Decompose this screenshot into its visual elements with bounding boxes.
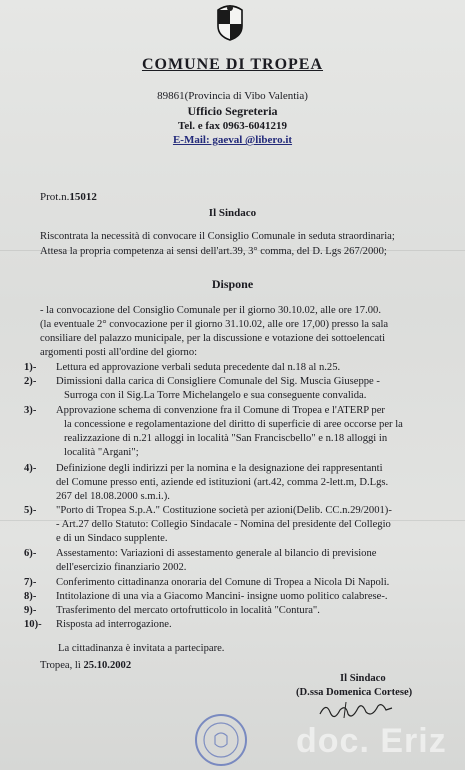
watermark: doc. Eriz [296,722,447,760]
agenda-number: 6)- [24,548,37,559]
agenda-line: località "Argani"; [64,447,139,458]
address: 89861(Provincia di Vibo Valentia) [157,90,308,102]
document-title: Il Sindaco [208,207,257,219]
agenda-line: del Comune presso enti, aziende ed istituzioni (art.42, comma 2-lett.m, D.Lgs. [56,477,389,488]
agenda-line: Assestamento: Variazioni di assestamento generale al bilancio di previsione [56,548,377,559]
agenda-line: Trasferimento del mercato ortofrutticolo in località "Contura". [56,605,320,616]
agenda-line: 267 del 18.08.2000 s.m.i.). [56,491,170,502]
agenda-line: la concessione e regolamentazione del diritto di superficie di aree occorse per la [64,419,403,430]
place-date [40,660,131,671]
place: Tropea, lì [40,660,84,671]
agenda-number: 8)- [24,591,37,602]
agenda-line: Conferimento cittadinanza onoraria del Comune di Tropea a Nicola Di Napoli. [56,577,390,588]
preamble-line: Riscontrata la necessità di convocare il Consiglio Comunale in seduta straordinaria; [40,231,395,242]
agenda-line: Risposta ad interrogazione. [56,619,172,630]
protocol-number [40,191,97,203]
official-stamp [193,712,249,768]
agenda-line: Approvazione schema di convenzione fra il Comune di Tropea e l'ATERP per [56,405,385,416]
invitation-text: La cittadinanza è invitata a partecipare. [58,643,225,654]
agenda-line: Surroga con il Sig.La Torre Michelangelo e sua conseguente convalida. [64,390,367,401]
agenda-number: 4)- [24,463,37,474]
agenda-line: - Art.27 dello Statuto: Collegio Sindacale - Nomina del presidente del Collegio [56,519,391,530]
coat-of-arms-icon [212,4,248,42]
intro-line: argomenti posti all'ordine del giorno: [40,347,198,358]
municipality-name: COMUNE DI TROPEA [141,56,324,73]
agenda-line: Intitolazione di una via a Giacomo Mancini- insigne uomo politico calabrese-. [56,591,388,602]
protocol-value: 15012 [69,191,97,203]
agenda-line: Dimissioni dalla carica di Consigliere Comunale del Sig. Muscia Giuseppe - [56,376,380,387]
agenda-number: 3)- [24,405,37,416]
agenda-line: realizzazione di n.21 alloggi in località "San Franciscbello" e n.18 alloggi in [64,433,388,444]
signature-role: Il Sindaco [340,673,386,684]
agenda-line: dell'esercizio finanziario 2002. [56,562,187,573]
agenda-number: 5)- [24,505,37,516]
handwritten-signature [316,698,396,722]
agenda-number: 10)- [24,619,42,630]
agenda-number: 1)- [24,362,37,373]
agenda-line: Lettura ed approvazione verbali seduta precedente dal n.18 al n.25. [56,362,341,373]
signature-name: (D.ssa Domenica Cortese) [296,687,413,698]
agenda-number: 9)- [24,605,37,616]
agenda-line: Definizione degli indirizzi per la nomina e la designazione dei rappresentanti [56,463,383,474]
agenda-line: "Porto di Tropea S.p.A." Costituzione società per azioni(Delib. CC.n.29/2001)- [56,505,392,516]
email-address: E-Mail: gaeval @libero.it [172,134,293,146]
preamble-line: Attesa la propria competenza ai sensi dell'art.39, 3° comma, del D. Lgs 267/2000; [40,246,387,257]
intro-line: - la convocazione del Consiglio Comunale per il giorno 30.10.02, alle ore 17.00. [40,305,381,316]
protocol-label: Prot.n. [40,191,70,203]
agenda-number: 2)- [24,376,37,387]
office-name: Ufficio Segreteria [187,104,278,118]
date: 25.10.2002 [83,660,132,671]
phone-fax: Tel. e fax 0963-6041219 [178,120,287,132]
intro-line: consiliare del palazzo municipale, per la discussione e votazione dei sottoelencati [40,333,386,344]
intro-line: (la eventuale 2° convocazione per il giorno 31.10.02, alle ore 17,00) presso la sala [40,319,389,330]
dispone-heading: Dispone [211,277,254,291]
agenda-number: 7)- [24,577,37,588]
agenda-line: e di un Sindaco supplente. [56,533,168,544]
